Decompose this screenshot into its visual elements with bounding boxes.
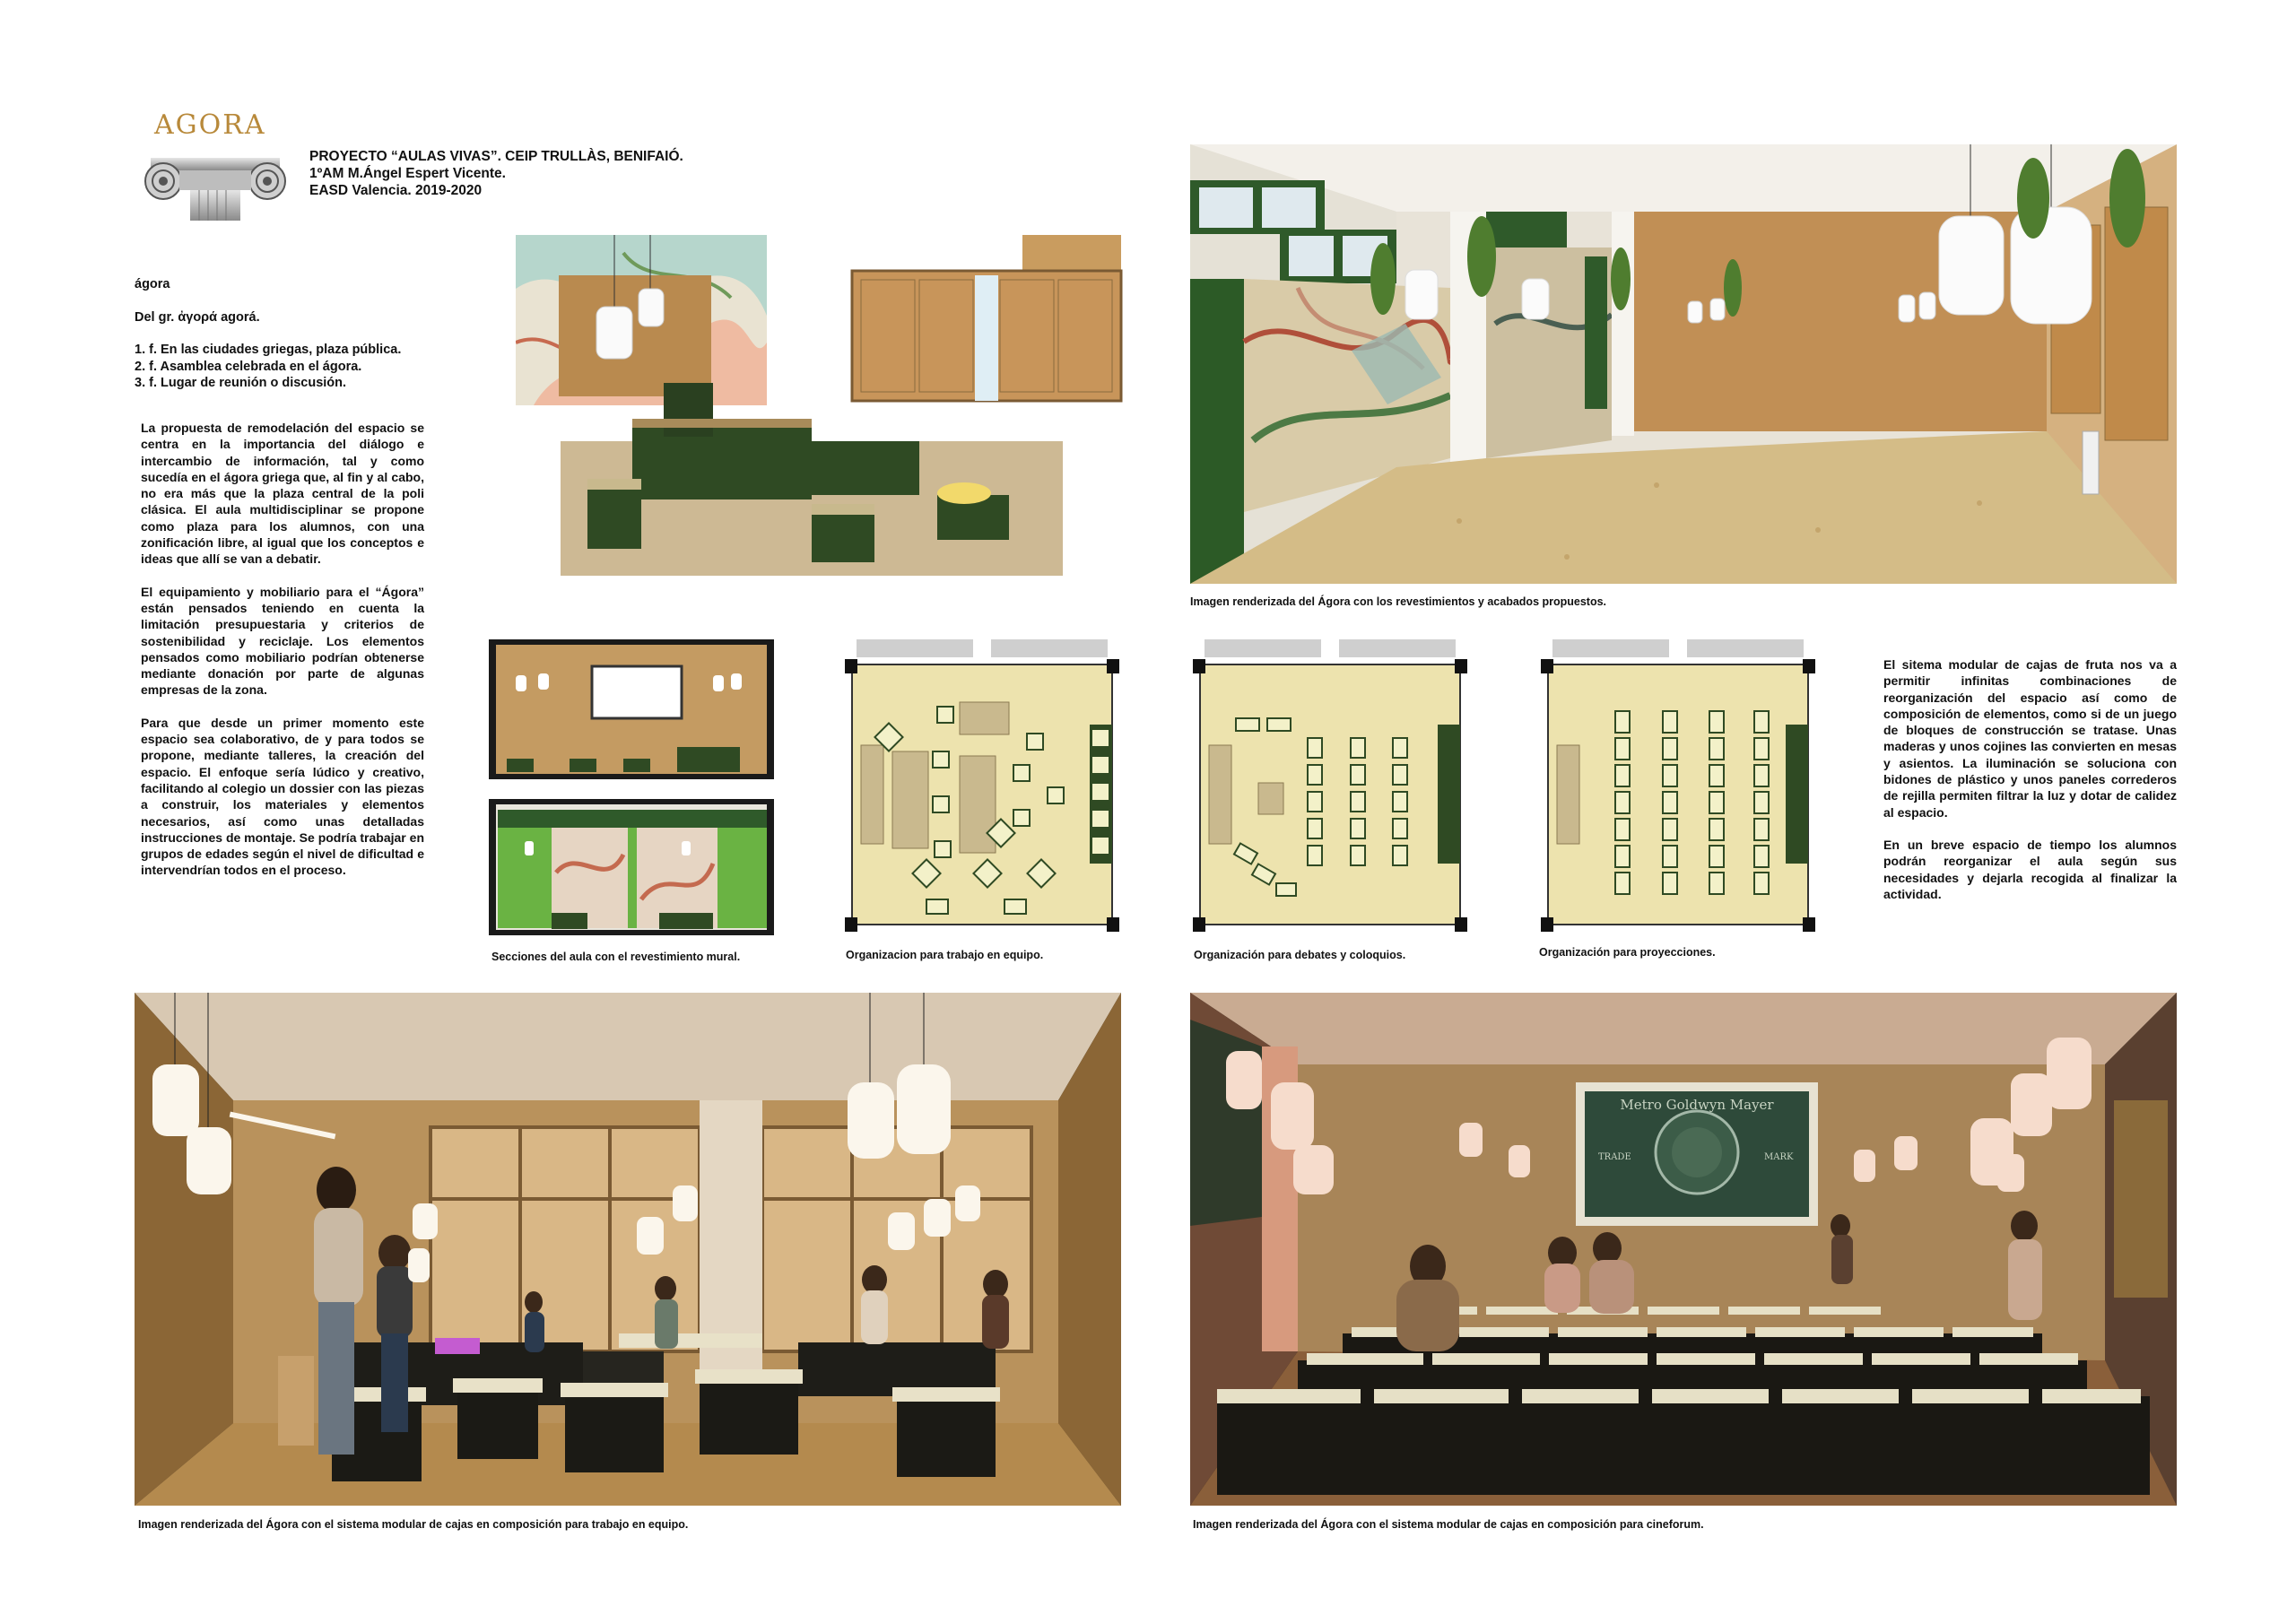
definition-block: [135, 276, 457, 392]
moodboard-collage: [516, 235, 1144, 594]
left-paragraph-1: La propuesta de remodelación del espacio se centra en la importancia del diálogo e intercambio de información, tal y como sucedía en el ágora griega que, al fin y al cabo, no era más que la plaza central de la poli clásica. El aula multidisciplinar se propone como plaza para los alumnos, con una zonificación libre, al igual que los conceptos e ideas que allí se van a debatir.: [141, 421, 424, 567]
definition-meaning: 3. f. Lugar de reunión o discusión.: [135, 376, 347, 390]
definition-meaning: 2. f. Asamblea celebrada en el ágora.: [135, 359, 362, 374]
header-line-2: 1ºAM M.Ángel Espert Vicente.: [309, 166, 506, 181]
right-paragraph-1: El sitema modular de cajas de fruta nos va a permitir infinitas combinaciones de reorganización del espacio así como de composición de elementos, como si de un juego de bloques de construcción se tratase. Unas maderas y unos cojines las convierten en mesas y asientos. La iluminación se soluciona con bidones de plástico y unos paneles correderos de rejilla permiten filtrar la luz y dotar de calidez al espacio.: [1883, 657, 2177, 820]
screen-brand-text: Metro Goldwyn Mayer: [1620, 1097, 1774, 1113]
section-drawings: [489, 639, 774, 940]
render-top-image: [1190, 144, 2177, 584]
caption-render-cinema: Imagen renderizada del Ágora con el sistema modular de cajas en composición para cineforum.: [1193, 1518, 1704, 1531]
header-line-1: PROYECTO “AULAS VIVAS”. CEIP TRULLÀS, BENIFAIÓ.: [309, 149, 683, 164]
screen-trade-text: TRADE: [1598, 1152, 1631, 1162]
caption-sections: Secciones del aula con el revestimiento mural.: [491, 951, 741, 963]
plan-debate: [1191, 639, 1469, 935]
plan-projection: [1539, 639, 1817, 935]
left-paragraph-3: Para que desde un primer momento este espacio sea colaborativo, de y para todos se propone, mediante talleres, la creación del espacio. El enfoque sería lúdico y creativo, facilitando al colegio un dossier con las piezas a construir, los materiales y elementos necesarios, así como unas detalladas instrucciones de montaje. Se podría trabajar en grupos de edades según el nivel de dificultad e intervendrían todos en el proceso.: [141, 715, 424, 878]
project-header: [309, 148, 812, 199]
caption-plan-debate: Organización para debates y coloquios.: [1194, 949, 1406, 961]
render-team-illustration: [135, 993, 1121, 1506]
right-paragraph-2: En un breve espacio de tiempo los alumnos podrán reorganizar el aula según sus necesidades y dejarla recogida al finalizar la actividad.: [1883, 837, 2177, 901]
agora-logo: [144, 109, 287, 217]
ionic-column-icon: [144, 142, 287, 222]
left-description: [141, 420, 424, 879]
sections-illustration: [489, 639, 774, 940]
plan-debate-illustration: [1191, 639, 1469, 935]
caption-plan-team: Organizacion para trabajo en equipo.: [846, 949, 1044, 961]
definition-etymology: Del gr. ἀγορά agorá.: [135, 309, 260, 325]
render-team-image: [135, 993, 1121, 1506]
plan-team-illustration: [843, 639, 1121, 935]
caption-render-team: Imagen renderizada del Ágora con el sistema modular de cajas en composición para trabajo en equipo.: [138, 1518, 689, 1531]
screen-mark-text: MARK: [1764, 1152, 1794, 1162]
definition-term: ágora: [135, 277, 170, 291]
definition-meaning: 1. f. En las ciudades griegas, plaza pública.: [135, 343, 402, 357]
collage-illustration: [516, 235, 1144, 594]
right-description: [1883, 656, 2177, 902]
render-top-illustration: [1190, 144, 2177, 584]
caption-plan-projection: Organización para proyecciones.: [1539, 946, 1716, 959]
plan-projection-illustration: [1539, 639, 1817, 935]
left-paragraph-2: El equipamiento y mobiliario para el “Ágora” están pensados teniendo en cuenta la limitación presupuestaria y criterios de sostenibilidad y reciclaje. Los elementos pensados como mobiliario podrían obtenerse mediante donación por parte de algunas empresas de la zona.: [141, 584, 424, 698]
render-cinema-illustration: [1190, 993, 2177, 1506]
caption-render-top: Imagen renderizada del Ágora con los revestimientos y acabados propuestos.: [1190, 595, 1607, 608]
plan-team-work: [843, 639, 1121, 935]
header-line-3: EASD Valencia. 2019-2020: [309, 183, 483, 198]
render-cinema-image: [1190, 993, 2177, 1506]
logo-word: AGORA: [154, 109, 266, 141]
